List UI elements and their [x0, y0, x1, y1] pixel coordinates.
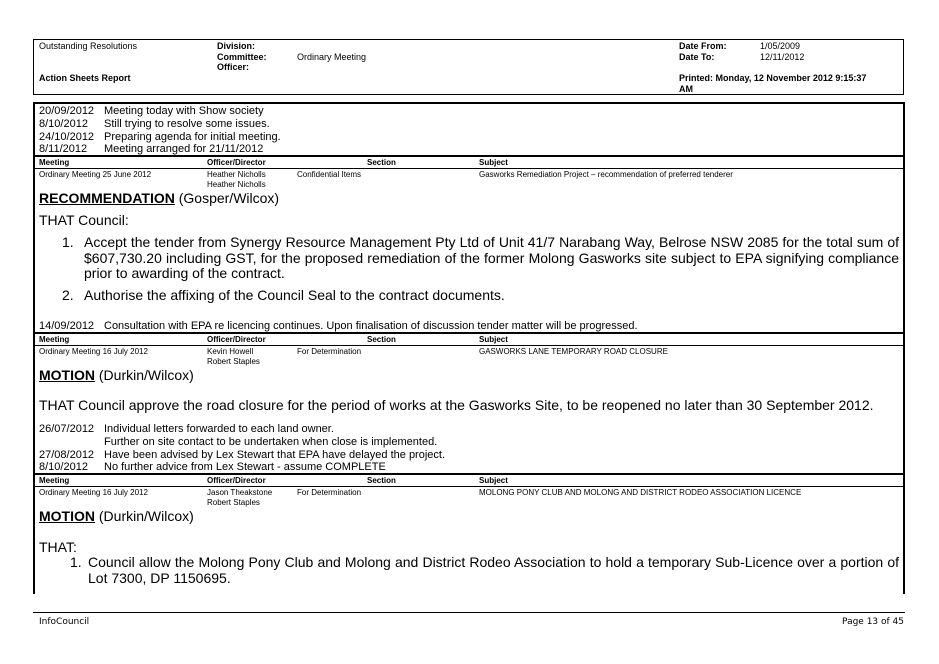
printed-value-cont: AM	[679, 84, 693, 94]
section-cell: For Determination	[297, 488, 362, 497]
log-text: Still trying to resolve some issues.	[104, 118, 270, 130]
resolution-intro: THAT Council:	[39, 212, 129, 228]
officer-cell: Heather Nicholls	[207, 170, 266, 179]
log-text: No further advice from Lex Stewart - assume COMPLETE	[104, 461, 386, 473]
director-cell: Robert Staples	[207, 498, 260, 507]
subject-cell: Gasworks Remediation Project – recommendation of preferred tenderer	[479, 170, 733, 179]
footer-brand: InfoCouncil	[39, 617, 90, 627]
log-text: Individual letters forwarded to each land owner.	[104, 423, 334, 435]
meeting-cell: Ordinary Meeting 25 June 2012	[39, 170, 152, 179]
printed-line	[679, 73, 866, 84]
resolution-point: Authorise the affixing of the Council Seal to the contract documents.	[84, 287, 505, 303]
officer-label: Officer:	[217, 62, 250, 72]
column-header-officer: Officer/Director	[207, 335, 266, 344]
log-text: Meeting today with Show society	[104, 105, 264, 117]
section-cell: Confidential Items	[297, 170, 362, 179]
section-cell: For Determination	[297, 347, 362, 356]
meeting-cell: Ordinary Meeting 16 July 2012	[39, 347, 148, 356]
page-number: Page 13 of 45	[842, 617, 904, 627]
date-to-label: Date To:	[679, 52, 715, 62]
column-header-section: Section	[367, 476, 396, 485]
resolution-heading: MOTION (Durkin/Wilcox)	[39, 367, 194, 383]
division-label: Division:	[217, 41, 256, 51]
list-number: 1.	[62, 234, 74, 250]
column-header-section: Section	[367, 158, 396, 167]
director-cell: Robert Staples	[207, 357, 260, 366]
director-cell: Heather Nicholls	[207, 180, 266, 189]
column-header-subject: Subject	[479, 335, 508, 344]
resolution-heading: RECOMMENDATION (Gosper/Wilcox)	[39, 190, 280, 206]
log-row: 8/11/2012	[39, 143, 88, 155]
committee-label: Committee:	[217, 52, 267, 62]
list-number: 1.	[70, 554, 82, 570]
row-divider	[33, 345, 905, 346]
log-row: 20/09/2012	[39, 105, 95, 117]
row-divider	[33, 332, 905, 334]
committee-value: Ordinary Meeting	[297, 52, 367, 62]
column-header-meeting: Meeting	[39, 476, 70, 485]
column-header-officer: Officer/Director	[207, 476, 266, 485]
row-divider	[33, 473, 905, 475]
resolution-body: THAT Council approve the road closure for the period of works at the Gasworks Site, to be reopened no later than 30 September 2012.	[39, 397, 874, 413]
resolution-intro: THAT:	[39, 539, 77, 555]
column-header-subject: Subject	[479, 158, 508, 167]
log-row: 27/08/2012	[39, 449, 95, 461]
date-from-value: 1/05/2009	[760, 41, 801, 51]
date-from-label: Date From:	[679, 41, 727, 51]
log-row: 8/10/2012	[39, 461, 88, 473]
officer-cell: Kevin Howell	[207, 347, 254, 356]
list-number: 2.	[62, 287, 74, 303]
report-title: Outstanding Resolutions	[39, 41, 138, 51]
resolution-point: Council allow the Molong Pony Club and Molong and District Rodeo Association to hold a temporary Sub-Licence over a portion of Lot 7300, DP 1150695.	[88, 554, 899, 586]
date-to-value: 12/11/2012	[760, 52, 805, 62]
row-divider	[33, 486, 905, 487]
column-header-officer: Officer/Director	[207, 158, 266, 167]
printed-label: Printed:	[679, 73, 714, 83]
printed-value: Monday, 12 November 2012 9:15:37	[715, 73, 867, 83]
row-divider	[33, 168, 905, 169]
log-text: Consultation with EPA re licencing continues. Upon finalisation of discussion tender matter will be progressed.	[104, 320, 638, 332]
log-text: Preparing agenda for initial meeting.	[104, 131, 281, 143]
footer-rule	[33, 612, 905, 613]
log-row: 24/10/2012	[39, 131, 95, 143]
report-type: Action Sheets Report	[39, 73, 131, 83]
log-row: 26/07/2012	[39, 423, 95, 435]
column-header-meeting: Meeting	[39, 335, 70, 344]
officer-cell: Jason Theakstone	[207, 488, 273, 497]
subject-cell: MOLONG PONY CLUB AND MOLONG AND DISTRICT RODEO ASSOCIATION LICENCE	[479, 488, 802, 497]
resolution-point: Accept the tender from Synergy Resource Management Pty Ltd of Unit 41/7 Narabang Way, Belrose NSW 2085 for the total sum of $607,730.20 including GST, for the proposed remediation of the former Molong Gasworks site subject to EPA signifying compliance prior to awarding of the contract.	[84, 234, 899, 281]
row-divider	[33, 155, 905, 157]
log-text: Further on site contact to be undertaken when close is implemented.	[104, 436, 438, 448]
column-header-meeting: Meeting	[39, 158, 70, 167]
resolution-heading: MOTION (Durkin/Wilcox)	[39, 508, 194, 524]
log-text: Have been advised by Lex Stewart that EPA have delayed the project.	[104, 449, 446, 461]
log-row: 8/10/2012	[39, 118, 88, 130]
log-text: Meeting arranged for 21/11/2012	[104, 143, 264, 155]
column-header-section: Section	[367, 335, 396, 344]
log-row: 14/09/2012	[39, 320, 95, 332]
column-header-subject: Subject	[479, 476, 508, 485]
subject-cell: GASWORKS LANE TEMPORARY ROAD CLOSURE	[479, 347, 668, 356]
meeting-cell: Ordinary Meeting 16 July 2012	[39, 488, 148, 497]
